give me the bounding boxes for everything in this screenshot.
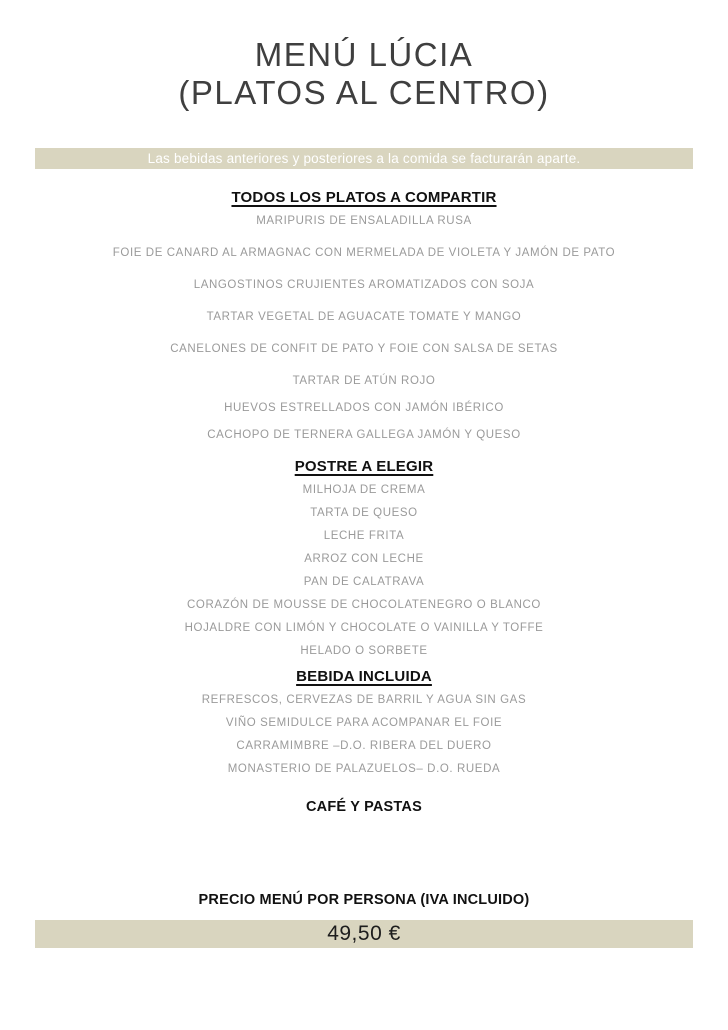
page-title	[0, 36, 728, 112]
menu-item: CORAZÓN DE MOUSSE DE CHOCOLATENEGRO O BLANCO	[187, 599, 541, 611]
menu-item: CANELONES DE CONFIT DE PATO Y FOIE CON SALSA DE SETAS	[170, 343, 558, 355]
title-line-1: MENÚ LÚCIA	[254, 36, 474, 73]
menu-item: TARTAR DE ATÚN ROJO	[292, 375, 436, 387]
title-line-2: (PLATOS AL CENTRO)	[178, 74, 550, 111]
menu-item: TARTAR VEGETAL DE AGUACATE TOMATE Y MANGO	[206, 311, 522, 323]
menu-item: MILHOJA DE CREMA	[302, 484, 426, 496]
compartir-items-group-a	[0, 215, 728, 356]
menu-item: MONASTERIO DE PALAZUELOS– D.O. RUEDA	[227, 763, 501, 775]
section-heading-compartir: TODOS LOS PLATOS A COMPARTIR	[231, 189, 497, 206]
postre-items	[0, 484, 728, 658]
menu-item: ARROZ CON LECHE	[304, 553, 424, 565]
menu-item: CACHOPO DE TERNERA GALLEGA JAMÓN Y QUESO	[207, 429, 521, 441]
menu-item: HOJALDRE CON LIMÓN Y CHOCOLATE O VAINILLA Y TOFFE	[184, 622, 544, 634]
menu-item: TARTA DE QUESO	[310, 507, 418, 519]
menu-item: PAN DE CALATRAVA	[303, 576, 425, 588]
price-banner	[35, 920, 693, 948]
compartir-items-group-b	[0, 375, 728, 442]
menu-item: LECHE FRITA	[323, 530, 405, 542]
section-heading-postre: POSTRE A ELEGIR	[294, 458, 434, 475]
price-value: 49,50 €	[327, 922, 401, 945]
section-heading-bebida: BEBIDA INCLUIDA	[296, 668, 432, 685]
menu-item: VIÑO SEMIDULCE PARA ACOMPANAR EL FOIE	[225, 717, 503, 729]
notice-banner: Las bebidas anteriores y posteriores a la comida se facturarán aparte.	[35, 148, 693, 169]
bebida-items	[0, 694, 728, 776]
menu-item: LANGOSTINOS CRUJIENTES AROMATIZADOS CON SOJA	[193, 279, 535, 291]
menu-item: MARIPURIS DE ENSALADILLA RUSA	[256, 215, 472, 227]
menu-item: HUEVOS ESTRELLADOS CON JAMÓN IBÉRICO	[224, 402, 504, 414]
menu-item: REFRESCOS, CERVEZAS DE BARRIL Y AGUA SIN GAS	[201, 694, 527, 706]
menu-item: HELADO O SORBETE	[300, 645, 428, 657]
menu-item: FOIE DE CANARD AL ARMAGNAC CON MERMELADA DE VIOLETA Y JAMÓN DE PATO	[112, 247, 616, 259]
menu-item: CARRAMIMBRE –D.O. RIBERA DEL DUERO	[236, 740, 492, 752]
price-label: PRECIO MENÚ POR PERSONA (IVA INCLUIDO)	[198, 892, 530, 908]
section-heading-cafe: CAFÉ Y PASTAS	[306, 799, 422, 815]
